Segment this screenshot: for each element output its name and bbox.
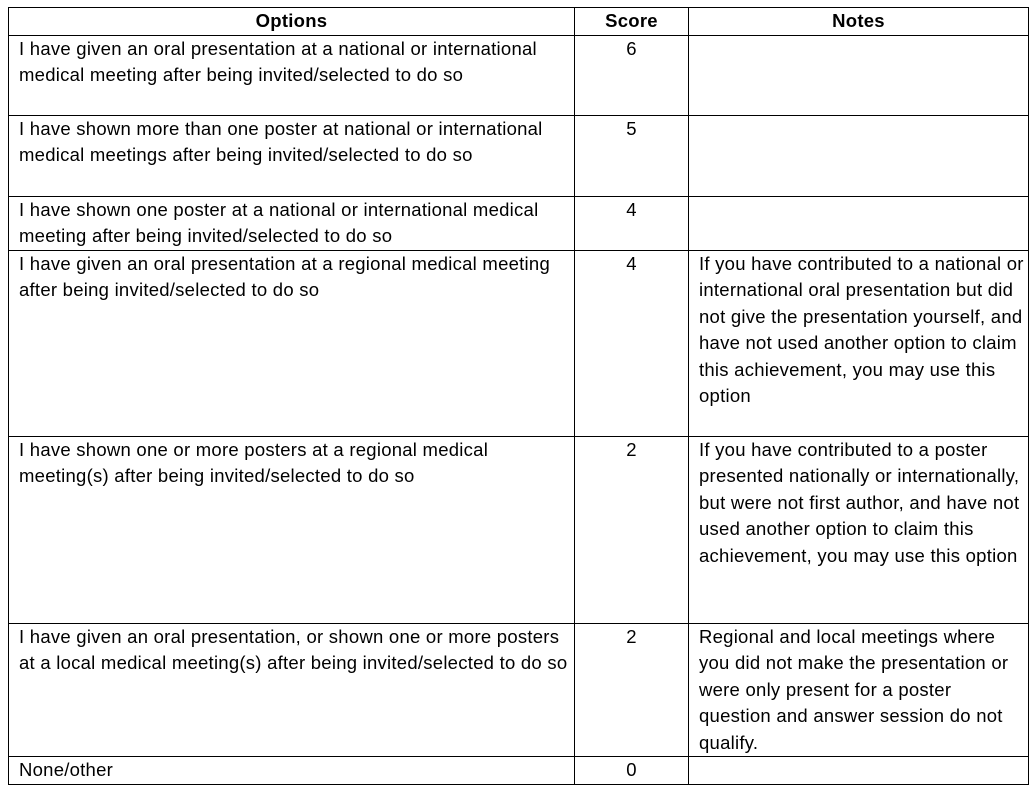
table-row [9, 757, 1029, 785]
table-row [9, 623, 1029, 757]
option-cell: None/other [9, 757, 575, 785]
score-cell: 5 [575, 115, 689, 196]
option-cell: I have shown one poster at a national or international medical meeting after being invited/selected to do so [9, 196, 575, 250]
notes-column-header: Notes [689, 8, 1029, 36]
table-row [9, 35, 1029, 115]
score-column-header: Score [575, 8, 689, 36]
notes-cell: Regional and local meetings where you did not make the presentation or were only present for a poster question and answer session do not qualify. [689, 623, 1029, 757]
table-row [9, 115, 1029, 196]
option-cell: I have given an oral presentation at a national or international medical meeting after being invited/selected to do so [9, 35, 575, 115]
notes-cell [689, 757, 1029, 785]
table-row [9, 436, 1029, 623]
scoring-table [8, 7, 1029, 785]
score-cell: 2 [575, 436, 689, 623]
table-row [9, 196, 1029, 250]
score-cell: 4 [575, 250, 689, 436]
table-row [9, 250, 1029, 436]
score-cell: 2 [575, 623, 689, 757]
score-cell: 6 [575, 35, 689, 115]
option-cell: I have given an oral presentation, or shown one or more posters at a local medical meeting(s) after being invited/selected to do so [9, 623, 575, 757]
notes-cell: If you have contributed to a poster presented nationally or internationally, but were not first author, and have not used another option to claim this achievement, you may use this option [689, 436, 1029, 623]
notes-cell [689, 35, 1029, 115]
notes-cell: If you have contributed to a national or international oral presentation but did not give the presentation yourself, and have not used another option to claim this achievement, you may use this option [689, 250, 1029, 436]
options-column-header: Options [9, 8, 575, 36]
notes-cell [689, 196, 1029, 250]
option-cell: I have shown one or more posters at a regional medical meeting(s) after being invited/selected to do so [9, 436, 575, 623]
option-cell: I have shown more than one poster at national or international medical meetings after being invited/selected to do so [9, 115, 575, 196]
notes-cell [689, 115, 1029, 196]
score-cell: 4 [575, 196, 689, 250]
score-cell: 0 [575, 757, 689, 785]
header-row [9, 8, 1029, 36]
option-cell: I have given an oral presentation at a regional medical meeting after being invited/selected to do so [9, 250, 575, 436]
